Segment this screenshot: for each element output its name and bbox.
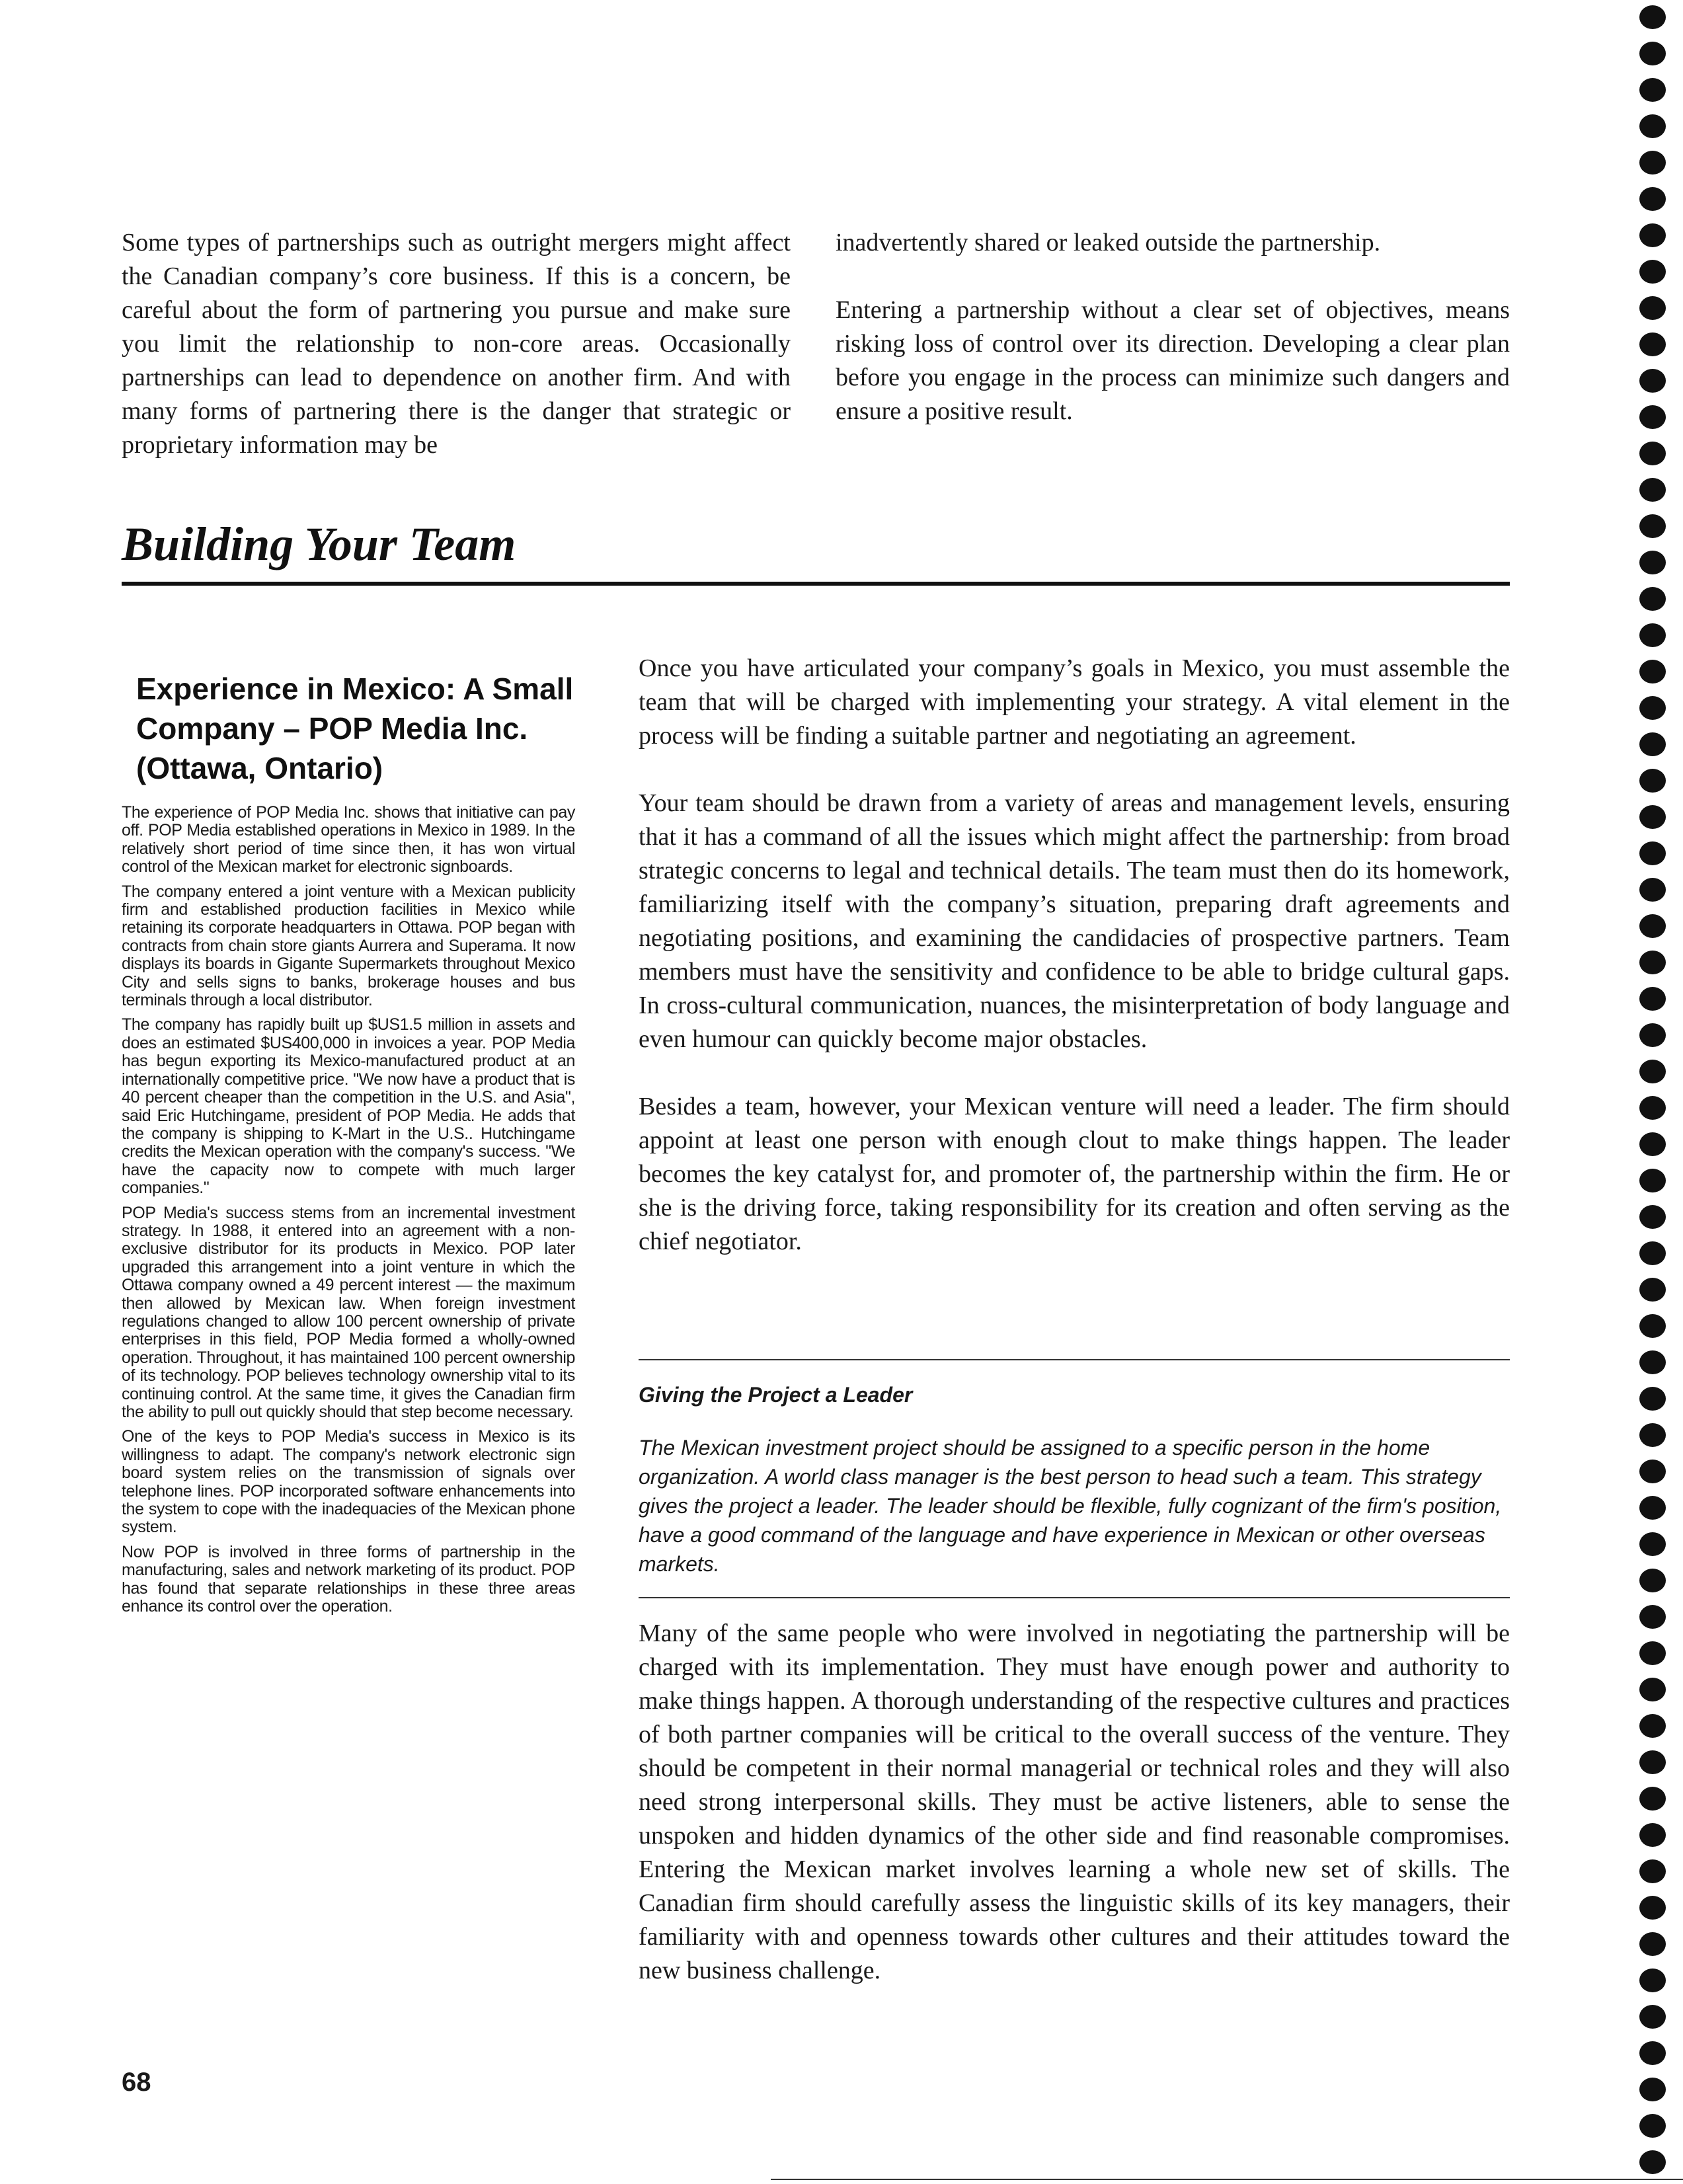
binding-hole: [1639, 732, 1666, 756]
binding-hole: [1639, 442, 1666, 465]
binding-hole: [1639, 2041, 1666, 2065]
binding-hole: [1639, 332, 1666, 356]
binding-hole: [1639, 1314, 1666, 1338]
binding-hole: [1639, 1278, 1666, 1302]
case-study-paragraph: The company has rapidly built up $US1.5 million in assets and does an estimated $US400,000 in invoices a year. POP Media has begun exporting its Mexico-manufactured product at an internationally competitive price. "We now have a product that is 40 percent cheaper than the competition in the U.S. and Asia", said Eric Hutchingame, president of POP Media. He adds that the company is shipping to K-Mart in the U.S.. Hutchingame credits the Mexican operation with the company's success. "We have the capacity now to compete with much larger companies.": [122, 1015, 575, 1198]
binding-hole: [1639, 1241, 1666, 1265]
callout-body: The Mexican investment project should be assigned to a specific person in the home organization. A world class manager is the best person to head such a team. This strategy gives the project a leader. The leader should be flexible, fully cognizant of the firm's position, have a good command of the language and have experience in Mexican or other overseas markets.: [639, 1436, 1502, 1576]
main-paragraph: Your team should be drawn from a variety of areas and management levels, ensuring that it has a command of all the issues which might affect the partnership: from broad strategic concerns to legal and technical details. The team must then do its homework, familiarizing itself with the company’s situation, preparing draft agreements and negotiating positions, and examining the candidacies of prospective partners. Team members must have the sensitivity and confidence to be able to bridge cultural gaps. In cross-cultural communication, nuances, the misinterpretation of body language and even humour can quickly become major obstacles.: [639, 789, 1510, 1053]
binding-hole: [1639, 42, 1666, 65]
callout-heading: Giving the Project a Leader: [639, 1383, 913, 1407]
binding-hole: [1639, 951, 1666, 974]
page-number: 68: [122, 2068, 151, 2097]
binding-hole: [1639, 2078, 1666, 2101]
case-study-paragraph: The company entered a joint venture with a Mexican publicity firm and established production facilities in Mexico while retaining its corporate headquarters in Ottawa. POP began with contracts from chain store giants Aurrera and Superama. It now displays its boards in Gigante Supermarkets throughout Mexico City and sells signs to banks, brokerage houses and bus terminals through a local distributor.: [122, 882, 575, 1010]
section-title: Building Your Team: [122, 518, 516, 570]
binding-hole: [1639, 696, 1666, 720]
binding-hole: [1639, 405, 1666, 429]
binding-hole: [1639, 1823, 1666, 1847]
binding-hole: [1639, 1060, 1666, 1083]
case-study-paragraph: POP Media's success stems from an incremental investment strategy. In 1988, it entered into an agreement with a non-exclusive distributor for its products in Mexico. POP later upgraded this arrangement into a joint venture in which the Ottawa company owned a 49 percent interest — the maximum then allowed by Mexican law. When foreign investment regulations changed to allow 100 percent ownership of private enterprises in this field, POP Media formed a wholly-owned operation. Throughout, it has maintained 100 percent ownership of its technology. POP believes technology ownership vital to its continuing control. At the same time, it gives the Canadian firm the ability to pull out quickly should that step become necessary.: [122, 1203, 575, 1421]
binding-hole: [1639, 1460, 1666, 1483]
case-study-paragraph: The experience of POP Media Inc. shows that initiative can pay off. POP Media established operations in Mexico in 1989. In the relatively short period of time since then, it has won virtual control of the Mexican market for electronic signboards.: [122, 803, 575, 877]
main-closing: [639, 1617, 1510, 1988]
binding-hole: [1639, 1932, 1666, 1956]
binding-hole: [1639, 1423, 1666, 1447]
binding-hole: [1639, 1132, 1666, 1156]
binding-hole: [1639, 660, 1666, 683]
binding-hole: [1639, 1350, 1666, 1374]
binding-hole: [1639, 5, 1666, 29]
binding-hole: [1639, 1205, 1666, 1229]
intro-right-paragraph: inadvertently shared or leaked outside the partnership.: [836, 229, 1381, 256]
binding-hole: [1639, 114, 1666, 138]
binding-hole: [1639, 1023, 1666, 1047]
binding-hole: [1639, 1569, 1666, 1592]
binding-hole: [1639, 1750, 1666, 1774]
binding-hole: [1639, 2150, 1666, 2174]
binding-hole: [1639, 878, 1666, 902]
binding-hole: [1639, 296, 1666, 320]
binding-hole: [1639, 151, 1666, 175]
binding-hole: [1639, 1496, 1666, 1520]
intro-right-paragraph: Entering a partnership without a clear set of objectives, means risking loss of control over its direction. Developing a clear plan before you engage in the process can minimize such dangers and ensure a positive result.: [836, 296, 1510, 425]
binding-hole: [1639, 478, 1666, 502]
binding-hole: [1639, 1714, 1666, 1738]
binding-hole: [1639, 1787, 1666, 1811]
case-study-heading: Experience in Mexico: A Small Company – POP Media Inc. (Ottawa, Ontario): [136, 672, 574, 785]
intro-left-paragraph: Some types of partnerships such as outright mergers might affect the Canadian company’s core business. If this is a concern, be careful about the form of partnering you pursue and make sure you limit the relationship to non-core areas. Occasionally partnerships can lead to dependence on another firm. And with many forms of partnering there is the danger that strategic or proprietary information may be: [122, 229, 791, 459]
binding-hole: [1639, 587, 1666, 611]
binding-hole: [1639, 260, 1666, 284]
binding-hole: [1639, 1532, 1666, 1556]
footer-rule: [771, 2179, 1683, 2180]
binding-hole: [1639, 514, 1666, 538]
binding-hole: [1639, 369, 1666, 393]
binding-hole: [1639, 551, 1666, 574]
binding-hole: [1639, 1096, 1666, 1120]
binding-hole: [1639, 1859, 1666, 1883]
binding-hole: [1639, 841, 1666, 865]
spiral-binding: [1639, 0, 1672, 2184]
main-paragraph: Once you have articulated your company’s goals in Mexico, you must assemble the team that will be charged with implementing your strategy. A vital element in the process will be finding a suitable partner and negotiating an agreement.: [639, 654, 1510, 750]
binding-hole: [1639, 1641, 1666, 1665]
section-title-rule: [122, 582, 1510, 586]
case-study-paragraph: Now POP is involved in three forms of partnership in the manufacturing, sales and network marketing of its product. POP has found that separate relationships in these three areas enhance its control over the operation.: [122, 1542, 575, 1616]
binding-hole: [1639, 987, 1666, 1011]
binding-hole: [1639, 623, 1666, 647]
binding-hole: [1639, 805, 1666, 829]
binding-hole: [1639, 1387, 1666, 1411]
binding-hole: [1639, 1605, 1666, 1629]
binding-hole: [1639, 2005, 1666, 2029]
binding-hole: [1639, 914, 1666, 938]
case-study-paragraph: One of the keys to POP Media's success in Mexico is its willingness to adapt. The company's network electronic sign board system relies on the transmission of signals over telephone lines. POP incorporated software enhancements into the system to cope with the inadequacies of the Mexican phone system.: [122, 1427, 575, 1537]
binding-hole: [1639, 78, 1666, 102]
binding-hole: [1639, 1678, 1666, 1701]
binding-hole: [1639, 1169, 1666, 1192]
main-paragraph: Besides a team, however, your Mexican venture will need a leader. The firm should appoint at least one person with enough clout to make things happen. The leader becomes the key catalyst for, and promoter of, the partnership within the firm. He or she is the driving force, taking responsibility for its creation and often serving as the chief negotiator.: [639, 1093, 1510, 1255]
binding-hole: [1639, 223, 1666, 247]
binding-hole: [1639, 1896, 1666, 1920]
callout-box: [639, 1382, 1510, 1579]
callout-bottom-rule: [639, 1597, 1510, 1598]
intro-right-column: [836, 226, 1510, 428]
binding-hole: [1639, 187, 1666, 211]
binding-hole: [1639, 769, 1666, 793]
main-closing-paragraph: Many of the same people who were involved in negotiating the partnership will be charged with its implementation. They must have enough power and authority to make things happen. A thorough understanding of the respective cultures and practices of both partner companies will be critical to the overall success of the venture. They should be competent in their normal managerial or technical roles and they will also need strong interpersonal skills. They must be active listeners, able to sense the unspoken and hidden dynamics of the other side and find reasonable compromises. Entering the Mexican market involves learning a whole new set of skills. The Canadian firm should carefully assess the linguistic skills of its key managers, their familiarity with and openness towards other cultures and their attitudes toward the new business challenge.: [639, 1619, 1510, 1984]
case-study-sidebar: [122, 669, 575, 1622]
binding-hole: [1639, 2114, 1666, 2138]
main-column: [639, 652, 1510, 1292]
binding-hole: [1639, 1969, 1666, 1992]
callout-top-rule: [639, 1359, 1510, 1360]
